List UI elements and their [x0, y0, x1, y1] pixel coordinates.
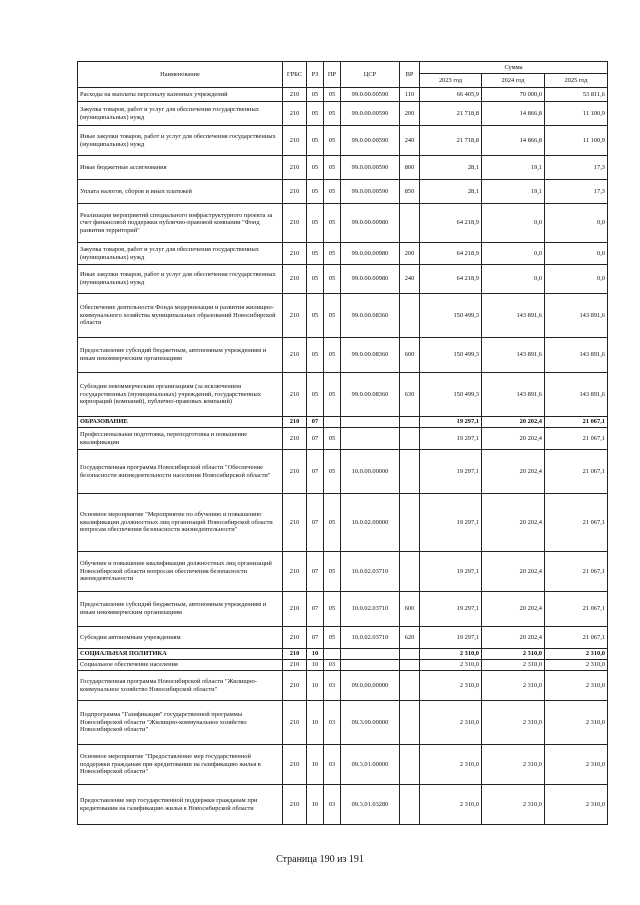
- cell-name: ОБРАЗОВАНИЕ: [78, 417, 283, 428]
- cell-vr: [400, 450, 420, 494]
- cell-pr: 03: [324, 701, 341, 745]
- cell-2024: 143 891,6: [482, 338, 545, 373]
- cell-vr: 850: [400, 180, 420, 204]
- cell-pr: 03: [324, 785, 341, 825]
- cell-grbs: 210: [283, 338, 307, 373]
- cell-grbs: 210: [283, 785, 307, 825]
- table-row: [78, 494, 608, 552]
- cell-csr: 99.0.00.00590: [341, 102, 400, 126]
- cell-name: Расходы на выплаты персоналу казенных учреждений: [78, 88, 283, 102]
- cell-grbs: 210: [283, 552, 307, 592]
- table-row: [78, 417, 608, 428]
- cell-name: Реализация мероприятий специального инфраструктурного проекта за счет финансовой поддержки публично-правовой компании "Фонд развития территорий": [78, 204, 283, 243]
- cell-grbs: 210: [283, 88, 307, 102]
- cell-pr: 05: [324, 338, 341, 373]
- cell-2023: 64 218,9: [420, 243, 482, 265]
- cell-2024: 2 310,0: [482, 745, 545, 785]
- table-row: [78, 156, 608, 180]
- cell-2024: 2 310,0: [482, 671, 545, 701]
- cell-name: Предоставление мер государственной поддержки гражданам при кредитовании на газификацию жилья в Новосибирской области: [78, 785, 283, 825]
- cell-vr: 200: [400, 243, 420, 265]
- header-vr: ВР: [400, 62, 420, 88]
- cell-name: Подпрограмма "Газификация" государственной программы Новосибирской области "Жилищно-коммунальное хозяйство Новосибирской области": [78, 701, 283, 745]
- cell-name: Предоставление субсидий бюджетным, автономным учреждениям и иным некоммерческим организациям: [78, 592, 283, 627]
- cell-2025: 21 067,1: [545, 494, 608, 552]
- table-row: [78, 265, 608, 294]
- cell-csr: 99.0.00.00980: [341, 204, 400, 243]
- cell-2025: 2 310,0: [545, 649, 608, 660]
- cell-name: Субсидии некоммерческим организациям (за исключением государственных (муниципальных) учреждений, государственных корпораций (компаний), публично-правовых компаний): [78, 373, 283, 417]
- cell-2023: 150 499,3: [420, 338, 482, 373]
- cell-grbs: 210: [283, 180, 307, 204]
- cell-2024: 2 310,0: [482, 649, 545, 660]
- cell-csr: 99.0.00.00980: [341, 265, 400, 294]
- cell-pr: [324, 417, 341, 428]
- table-body: [78, 88, 608, 825]
- cell-csr: 99.0.00.00980: [341, 243, 400, 265]
- table-row: [78, 785, 608, 825]
- cell-vr: [400, 660, 420, 671]
- cell-vr: 600: [400, 338, 420, 373]
- header-year-2024: 2024 год: [482, 74, 545, 88]
- table-row: [78, 126, 608, 156]
- cell-rz: 05: [307, 204, 324, 243]
- cell-name: Иные закупки товаров, работ и услуг для обеспечения государственных (муниципальных) нужд: [78, 126, 283, 156]
- cell-2024: 20 202,4: [482, 428, 545, 450]
- cell-rz: 05: [307, 294, 324, 338]
- cell-2024: 2 310,0: [482, 785, 545, 825]
- cell-pr: 03: [324, 660, 341, 671]
- cell-2024: 14 866,8: [482, 126, 545, 156]
- table-row: [78, 294, 608, 338]
- cell-2023: 64 218,9: [420, 265, 482, 294]
- cell-name: Иные бюджетные ассигнования: [78, 156, 283, 180]
- cell-vr: [400, 649, 420, 660]
- cell-rz: 05: [307, 88, 324, 102]
- cell-pr: 05: [324, 450, 341, 494]
- cell-2023: 2 310,0: [420, 701, 482, 745]
- cell-vr: [400, 204, 420, 243]
- cell-pr: 03: [324, 671, 341, 701]
- cell-vr: 240: [400, 265, 420, 294]
- cell-pr: 05: [324, 627, 341, 649]
- cell-pr: 05: [324, 102, 341, 126]
- cell-rz: 07: [307, 428, 324, 450]
- table-row: [78, 701, 608, 745]
- cell-pr: 05: [324, 592, 341, 627]
- cell-grbs: 210: [283, 627, 307, 649]
- cell-grbs: 210: [283, 294, 307, 338]
- table-row: [78, 671, 608, 701]
- table-row: [78, 660, 608, 671]
- cell-2025: 143 891,6: [545, 338, 608, 373]
- cell-name: Закупка товаров, работ и услуг для обеспечения государственных (муниципальных) нужд: [78, 243, 283, 265]
- cell-2025: 11 100,9: [545, 126, 608, 156]
- cell-2024: 70 000,0: [482, 88, 545, 102]
- header-year-2025: 2025 год: [545, 74, 608, 88]
- cell-csr: 09.0.00.00000: [341, 671, 400, 701]
- cell-grbs: 210: [283, 243, 307, 265]
- page-number: Страница 190 из 191: [276, 854, 364, 865]
- cell-2023: 150 499,3: [420, 373, 482, 417]
- cell-csr: [341, 417, 400, 428]
- table-row: [78, 552, 608, 592]
- cell-name: Закупка товаров, работ и услуг для обеспечения государственных (муниципальных) нужд: [78, 102, 283, 126]
- cell-csr: 99.0.00.00590: [341, 88, 400, 102]
- cell-vr: 620: [400, 627, 420, 649]
- table-row: [78, 88, 608, 102]
- cell-pr: 05: [324, 88, 341, 102]
- cell-vr: [400, 417, 420, 428]
- cell-2024: 20 202,4: [482, 417, 545, 428]
- cell-rz: 10: [307, 745, 324, 785]
- header-name: Наименование: [78, 62, 283, 88]
- cell-csr: 09.3.01.03280: [341, 785, 400, 825]
- header-year-2023: 2023 год: [420, 74, 482, 88]
- cell-2025: 11 100,9: [545, 102, 608, 126]
- cell-name: Обеспечение деятельности Фонда модернизации и развития жилищно-коммунального хозяйства муниципальных образований Новосибирской области: [78, 294, 283, 338]
- cell-pr: 05: [324, 373, 341, 417]
- cell-2023: 2 310,0: [420, 671, 482, 701]
- cell-csr: 10.0.02.03710: [341, 627, 400, 649]
- cell-vr: [400, 785, 420, 825]
- cell-pr: [324, 649, 341, 660]
- cell-grbs: 210: [283, 428, 307, 450]
- cell-rz: 07: [307, 450, 324, 494]
- cell-pr: 05: [324, 126, 341, 156]
- budget-table: [77, 61, 608, 825]
- cell-pr: 05: [324, 156, 341, 180]
- cell-name: Основное мероприятие "Предоставление мер государственной поддержки гражданам при кредитовании на газификацию жилья в Новосибирской области": [78, 745, 283, 785]
- cell-csr: 99.0.00.08360: [341, 294, 400, 338]
- cell-grbs: 210: [283, 156, 307, 180]
- cell-2023: 19 297,1: [420, 552, 482, 592]
- cell-csr: 10.0.02.00000: [341, 494, 400, 552]
- cell-2024: 14 866,8: [482, 102, 545, 126]
- cell-rz: 10: [307, 701, 324, 745]
- cell-rz: 05: [307, 243, 324, 265]
- cell-pr: 05: [324, 494, 341, 552]
- cell-rz: 07: [307, 627, 324, 649]
- cell-csr: 10.0.00.00000: [341, 450, 400, 494]
- cell-grbs: 210: [283, 373, 307, 417]
- cell-2023: 28,1: [420, 156, 482, 180]
- cell-vr: 800: [400, 156, 420, 180]
- cell-2023: 2 310,0: [420, 660, 482, 671]
- cell-2023: 28,1: [420, 180, 482, 204]
- cell-vr: [400, 671, 420, 701]
- cell-pr: 05: [324, 180, 341, 204]
- cell-2023: 19 297,1: [420, 450, 482, 494]
- header-pr: ПР: [324, 62, 341, 88]
- cell-name: Субсидии автономным учреждениям: [78, 627, 283, 649]
- cell-2023: 66 405,9: [420, 88, 482, 102]
- table-header: [78, 62, 608, 88]
- cell-rz: 10: [307, 649, 324, 660]
- cell-grbs: 210: [283, 701, 307, 745]
- header-rz: РЗ: [307, 62, 324, 88]
- table-row: [78, 102, 608, 126]
- cell-rz: 05: [307, 265, 324, 294]
- cell-csr: 99.0.00.00590: [341, 156, 400, 180]
- cell-rz: 05: [307, 102, 324, 126]
- cell-2025: 2 310,0: [545, 785, 608, 825]
- table-row: [78, 428, 608, 450]
- table-row: [78, 745, 608, 785]
- cell-name: Иные закупки товаров, работ и услуг для обеспечения государственных (муниципальных) нужд: [78, 265, 283, 294]
- cell-2023: 21 718,8: [420, 126, 482, 156]
- table-row: [78, 649, 608, 660]
- cell-2024: 20 202,4: [482, 592, 545, 627]
- cell-grbs: 210: [283, 450, 307, 494]
- cell-2025: 21 067,1: [545, 592, 608, 627]
- cell-name: Уплата налогов, сборов и иных платежей: [78, 180, 283, 204]
- cell-2025: 21 067,1: [545, 450, 608, 494]
- cell-2025: 21 067,1: [545, 627, 608, 649]
- header-grbs: ГРБС: [283, 62, 307, 88]
- cell-vr: 240: [400, 126, 420, 156]
- cell-2024: 2 310,0: [482, 701, 545, 745]
- cell-2025: 2 310,0: [545, 660, 608, 671]
- cell-rz: 05: [307, 156, 324, 180]
- table-row: [78, 373, 608, 417]
- cell-2024: 20 202,4: [482, 450, 545, 494]
- cell-2023: 2 310,0: [420, 649, 482, 660]
- cell-2023: 19 297,1: [420, 417, 482, 428]
- cell-grbs: 210: [283, 494, 307, 552]
- cell-2025: 2 310,0: [545, 745, 608, 785]
- cell-csr: [341, 428, 400, 450]
- cell-csr: 99.0.00.08360: [341, 338, 400, 373]
- cell-rz: 07: [307, 494, 324, 552]
- header-sum: Сумма: [420, 62, 608, 74]
- cell-vr: [400, 294, 420, 338]
- cell-2023: 19 297,1: [420, 627, 482, 649]
- cell-csr: 99.0.00.08360: [341, 373, 400, 417]
- cell-vr: [400, 552, 420, 592]
- cell-2025: 21 067,1: [545, 428, 608, 450]
- cell-csr: 99.0.00.00590: [341, 126, 400, 156]
- cell-rz: 05: [307, 180, 324, 204]
- cell-rz: 05: [307, 338, 324, 373]
- header-csr: ЦСР: [341, 62, 400, 88]
- table-row: [78, 450, 608, 494]
- cell-2023: 19 297,1: [420, 428, 482, 450]
- cell-2024: 0,0: [482, 204, 545, 243]
- cell-rz: 05: [307, 126, 324, 156]
- cell-pr: 03: [324, 745, 341, 785]
- table-row: [78, 627, 608, 649]
- cell-name: Государственная программа Новосибирской области "Жилищно-коммунальное хозяйство Новосибирской области": [78, 671, 283, 701]
- cell-vr: 200: [400, 102, 420, 126]
- cell-name: Основное мероприятие "Мероприятие по обучению и повышению квалификации должностных лиц организаций Новосибирской области вопросам обеспечения безопасности жизнедеятельности": [78, 494, 283, 552]
- cell-2025: 0,0: [545, 265, 608, 294]
- cell-2023: 64 218,9: [420, 204, 482, 243]
- cell-vr: 600: [400, 592, 420, 627]
- cell-2024: 20 202,4: [482, 552, 545, 592]
- cell-name: Социальное обеспечение населения: [78, 660, 283, 671]
- cell-2023: 21 718,8: [420, 102, 482, 126]
- cell-vr: 110: [400, 88, 420, 102]
- cell-rz: 07: [307, 592, 324, 627]
- cell-2025: 17,3: [545, 180, 608, 204]
- cell-2025: 53 811,6: [545, 88, 608, 102]
- cell-grbs: 210: [283, 649, 307, 660]
- cell-rz: 10: [307, 660, 324, 671]
- cell-2024: 20 202,4: [482, 494, 545, 552]
- cell-rz: 07: [307, 417, 324, 428]
- table-row: [78, 180, 608, 204]
- cell-grbs: 210: [283, 126, 307, 156]
- cell-2025: 143 891,6: [545, 373, 608, 417]
- cell-pr: 05: [324, 294, 341, 338]
- table-row: [78, 338, 608, 373]
- cell-2023: 2 310,0: [420, 745, 482, 785]
- cell-grbs: 210: [283, 102, 307, 126]
- cell-2023: 2 310,0: [420, 785, 482, 825]
- cell-2024: 20 202,4: [482, 627, 545, 649]
- table-row: [78, 243, 608, 265]
- cell-2025: 21 067,1: [545, 417, 608, 428]
- cell-csr: 09.3.01.00000: [341, 745, 400, 785]
- cell-csr: 09.3.00.00000: [341, 701, 400, 745]
- cell-2023: 19 297,1: [420, 494, 482, 552]
- cell-2023: 19 297,1: [420, 592, 482, 627]
- cell-csr: 10.0.02.03710: [341, 552, 400, 592]
- table-row: [78, 204, 608, 243]
- cell-csr: [341, 660, 400, 671]
- cell-name: СОЦИАЛЬНАЯ ПОЛИТИКА: [78, 649, 283, 660]
- cell-2025: 2 310,0: [545, 701, 608, 745]
- cell-vr: [400, 701, 420, 745]
- cell-rz: 10: [307, 671, 324, 701]
- cell-name: Предоставление субсидий бюджетным, автономным учреждениям и иным некоммерческим организациям: [78, 338, 283, 373]
- cell-rz: 07: [307, 552, 324, 592]
- cell-2025: 0,0: [545, 243, 608, 265]
- cell-name: Профессиональная подготовка, переподготовка и повышение квалификации: [78, 428, 283, 450]
- cell-2024: 143 891,6: [482, 373, 545, 417]
- cell-2025: 0,0: [545, 204, 608, 243]
- cell-name: Государственная программа Новосибирской области "Обеспечение безопасности жизнедеятельности населения Новосибирской области": [78, 450, 283, 494]
- cell-rz: 05: [307, 373, 324, 417]
- cell-grbs: 210: [283, 417, 307, 428]
- cell-pr: 05: [324, 204, 341, 243]
- cell-2024: 2 310,0: [482, 660, 545, 671]
- cell-vr: [400, 745, 420, 785]
- cell-csr: 10.0.02.03710: [341, 592, 400, 627]
- cell-pr: 05: [324, 428, 341, 450]
- cell-pr: 05: [324, 243, 341, 265]
- cell-rz: 10: [307, 785, 324, 825]
- cell-2024: 19,1: [482, 180, 545, 204]
- cell-csr: [341, 649, 400, 660]
- table-row: [78, 592, 608, 627]
- cell-vr: [400, 494, 420, 552]
- cell-2025: 17,3: [545, 156, 608, 180]
- cell-2024: 143 891,6: [482, 294, 545, 338]
- cell-grbs: 210: [283, 671, 307, 701]
- cell-grbs: 210: [283, 265, 307, 294]
- cell-vr: 630: [400, 373, 420, 417]
- cell-2023: 150 499,3: [420, 294, 482, 338]
- cell-grbs: 210: [283, 745, 307, 785]
- cell-2024: 0,0: [482, 265, 545, 294]
- cell-pr: 05: [324, 265, 341, 294]
- cell-name: Обучение и повышение квалификации должностных лиц организаций Новосибирской области вопросам обеспечения безопасности жизнедеятельности: [78, 552, 283, 592]
- cell-pr: 05: [324, 552, 341, 592]
- cell-2025: 143 891,6: [545, 294, 608, 338]
- cell-2025: 21 067,1: [545, 552, 608, 592]
- cell-grbs: 210: [283, 204, 307, 243]
- cell-2025: 2 310,0: [545, 671, 608, 701]
- cell-vr: [400, 428, 420, 450]
- cell-2024: 0,0: [482, 243, 545, 265]
- cell-csr: 99.0.00.00590: [341, 180, 400, 204]
- cell-grbs: 210: [283, 660, 307, 671]
- cell-2024: 19,1: [482, 156, 545, 180]
- cell-grbs: 210: [283, 592, 307, 627]
